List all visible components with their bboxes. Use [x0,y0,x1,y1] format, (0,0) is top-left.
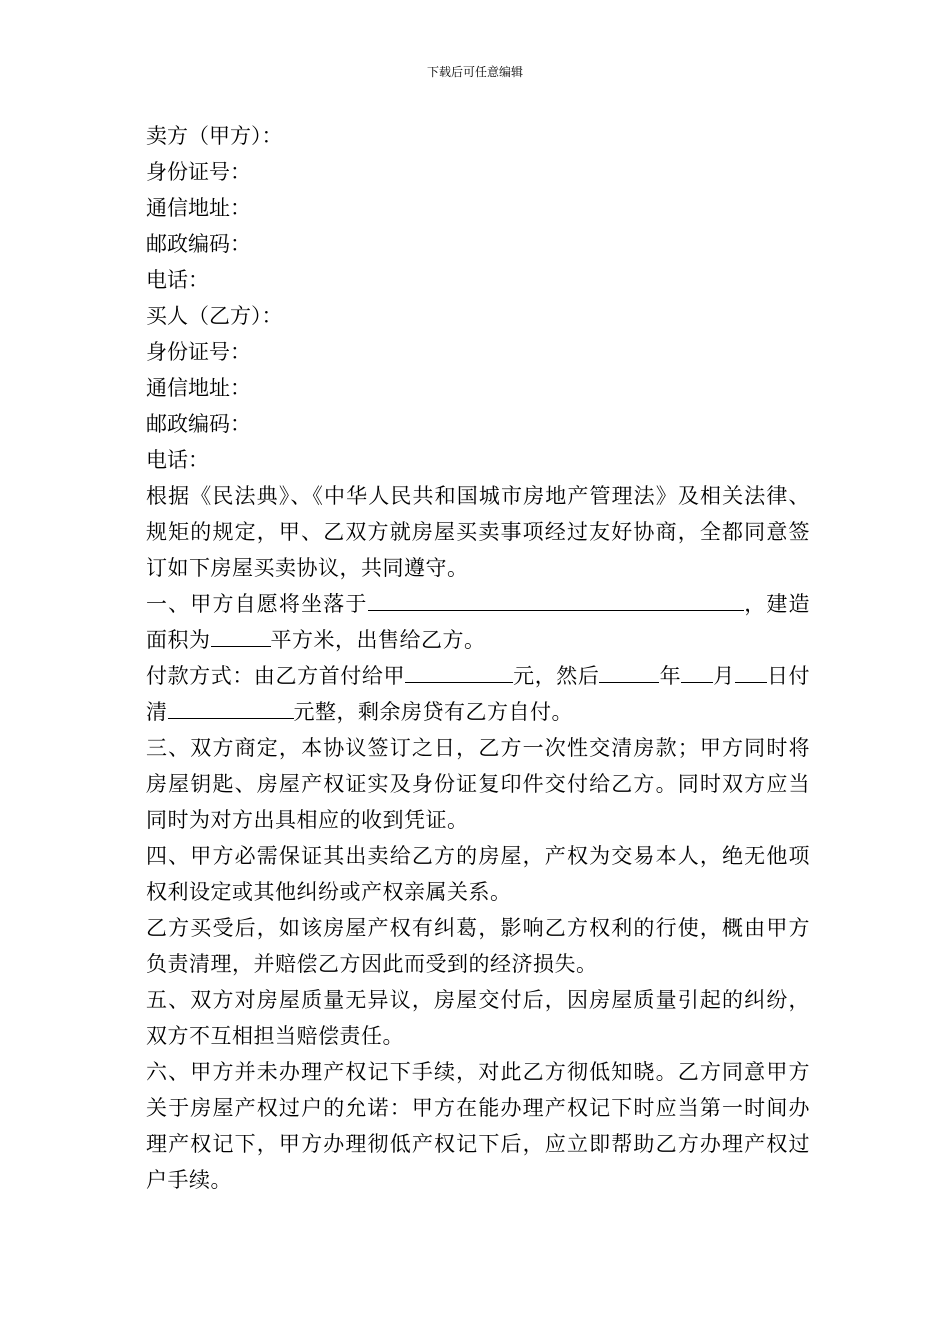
buyer-phone-label: 电话： [146,448,209,472]
year-blank[interactable] [599,660,659,683]
location-blank[interactable] [368,588,744,611]
payment-text-e: 日付清 [146,664,811,724]
payment-text-f: 元整，剩余房贷有乙方自付。 [293,700,573,724]
seller-title: 卖方（甲方）： [146,124,283,148]
header-note: 下载后可任意编辑 [426,65,523,79]
payment-text-a: 付款方式：由乙方首付给甲 [146,664,406,688]
buyer-title: 买人（乙方）： [146,304,283,328]
payment-text-b: 元，然后 [513,664,600,688]
clause-1-text-c: 平方米，出售给乙方。 [270,628,486,652]
down-payment-blank[interactable] [405,660,513,683]
payment-clause [146,658,810,730]
balance-blank[interactable] [168,696,294,719]
buyer-address-label: 通信地址： [146,376,251,400]
clause-4-supplement: 乙方买受后，如该房屋产权有纠葛，影响乙方权利的行使，概由甲方负责清理，并赔偿乙方因此而受到的经济损失。 [146,916,810,976]
month-blank[interactable] [681,660,713,683]
buyer-id-label: 身份证号： [146,340,251,364]
day-blank[interactable] [735,660,767,683]
clause-6: 六、甲方并未办理产权记下手续，对此乙方彻低知晓。乙方同意甲方关于房屋产权过户的允诺：甲方在能办理产权记下时应当第一时间办理产权记下，甲方办理彻低产权记下后，应立即帮助乙方办理产权过户手续。 [146,1060,810,1192]
clause-1-text-a: 一、甲方自愿将坐落于 [146,592,368,616]
intro-paragraph: 根据《民法典》、《中华人民共和国城市房地产管理法》及相关法律、规矩的规定，甲、乙双方就房屋买卖事项经过友好协商，全都同意签订如下房屋买卖协议，共同遵守。 [146,484,810,580]
contract-body [146,118,810,1198]
seller-phone-label: 电话： [146,268,209,292]
clause-1 [146,586,810,658]
clause-4: 四、甲方必需保证其出卖给乙方的房屋，产权为交易本人，绝无他项权利设定或其他纠纷或产权亲属关系。 [146,844,810,904]
seller-postal-label: 邮政编码： [146,232,251,256]
clause-5: 五、双方对房屋质量无异议，房屋交付后，因房屋质量引起的纠纷，双方不互相担当赔偿责任。 [146,988,810,1048]
payment-text-c: 年 [659,664,682,688]
clause-1-text-b: ，建造面积为 [146,592,811,652]
area-blank[interactable] [211,624,271,647]
clause-3: 三、双方商定，本协议签订之日，乙方一次性交清房款；甲方同时将房屋钥匙、房屋产权证实及身份证复印件交付给乙方。同时双方应当同时为对方出具相应的收到凭证。 [146,736,810,832]
seller-id-label: 身份证号： [146,160,251,184]
payment-text-d: 月 [713,664,735,688]
seller-address-label: 通信地址： [146,196,251,220]
buyer-postal-label: 邮政编码： [146,412,251,436]
